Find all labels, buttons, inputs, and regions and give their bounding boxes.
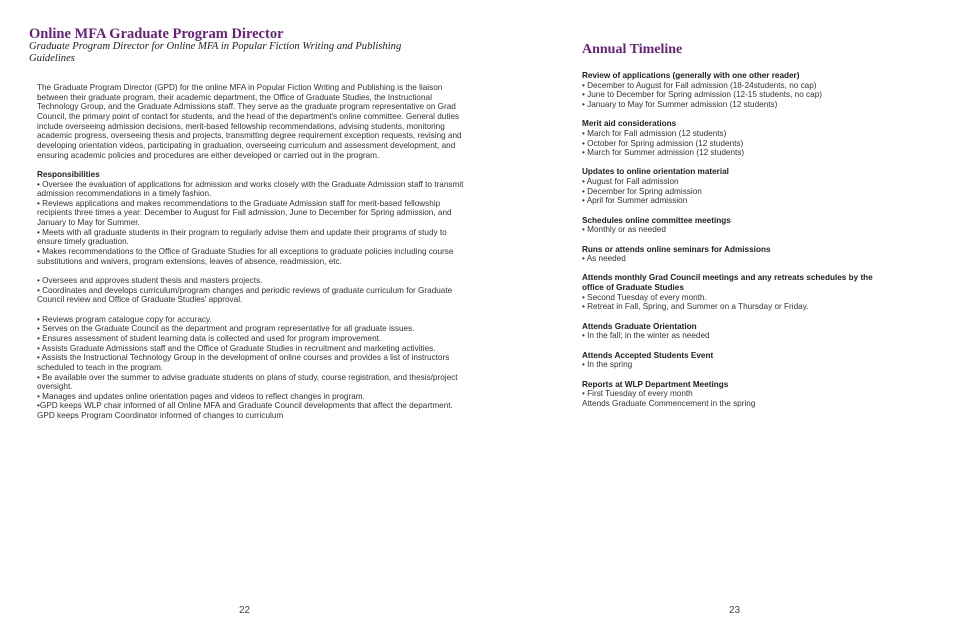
timeline-item: • August for Fall admission bbox=[582, 177, 679, 187]
timeline-heading: Attends monthly Grad Council meetings and any retreats schedules by the office of Graduate Studies bbox=[582, 273, 873, 293]
timeline-section bbox=[582, 322, 882, 341]
timeline-item: • April for Summer admission bbox=[582, 196, 688, 206]
responsibility-item: • Manages and updates online orientation pages and videos to reflect changes in program. bbox=[37, 391, 365, 401]
responsibility-item: • Reviews program catalogue copy for accuracy. bbox=[37, 314, 212, 324]
timeline-heading: Merit aid considerations bbox=[582, 119, 677, 129]
timeline-items bbox=[582, 129, 882, 158]
timeline-section bbox=[582, 216, 882, 235]
timeline-item: • December for Spring admission bbox=[582, 186, 702, 196]
timeline-item: • January to May for Summer admission (12 students) bbox=[582, 99, 778, 109]
right-page bbox=[489, 0, 979, 634]
timeline-items bbox=[582, 177, 882, 206]
left-body bbox=[37, 83, 465, 421]
intro-paragraph: The Graduate Program Director (GPD) for the online MFA in Popular Fiction Writing and Publishing is the liaison between their graduate program, their academic department, the Office of Graduate Studies, the Instructional Technology Group, and the Graduate Admissions staff. They serve as the graduate program representative on Grad Council, the primary point of contact for students, and the head of the department's online committee. General duties include overseeing admission decisions, merit-based fellowship recommendations, advising students, monitoring academic progress, overseeing thesis and projects, transmitting degree requirement exception requests, revising and developing orientation videos, participating in graduation, overseeing curriculum and assessment development, and ensuring academic policies and procedures are either developed or carried out in the program. bbox=[37, 83, 462, 160]
timeline-item: • In the spring bbox=[582, 360, 633, 370]
timeline-item: Attends Graduate Commencement in the spring bbox=[582, 398, 756, 408]
responsibility-item: • Coordinates and develops curriculum/program changes and periodic reviews of graduate curriculum for Graduate Council review and Office of Graduate Studies' approval. bbox=[37, 285, 453, 305]
timeline-items bbox=[582, 331, 882, 341]
page-subtitle: Graduate Program Director for Online MFA in Popular Fiction Writing and Publishing Guidelines bbox=[29, 41, 402, 64]
timeline-items bbox=[582, 225, 882, 235]
timeline-heading: Attends Accepted Students Event bbox=[582, 350, 714, 360]
timeline-section bbox=[582, 380, 882, 409]
timeline-section bbox=[582, 167, 882, 206]
timeline-heading: Reports at WLP Department Meetings bbox=[582, 379, 729, 389]
timeline-item: • June to December for Spring admission (12-15 students, no cap) bbox=[582, 90, 822, 100]
responsibility-item: • Meets with all graduate students in their program to regularly advise them and update their programs of study to ensure timely graduation. bbox=[37, 227, 447, 247]
timeline-section bbox=[582, 245, 882, 264]
timeline-item: • March for Fall admission (12 students) bbox=[582, 128, 727, 138]
responsibility-item: • Ensures assessment of student learning data is collected and used for program improvement. bbox=[37, 333, 382, 343]
timeline-item: • Second Tuesday of every month. bbox=[582, 292, 707, 302]
responsibility-item: GPD keeps Program Coordinator informed of changes to curriculum bbox=[37, 411, 284, 421]
timeline-item: • October for Spring admission (12 students) bbox=[582, 138, 744, 148]
responsibilities-heading: Responsibilities bbox=[37, 169, 100, 179]
timeline-section bbox=[582, 351, 882, 370]
timeline-item: • As needed bbox=[582, 254, 626, 264]
responsibility-item: • Assists Graduate Admissions staff and the Office of Graduate Studies in recruitment and marketing activities. bbox=[37, 343, 436, 353]
timeline-items bbox=[582, 360, 882, 370]
timeline-title: Annual Timeline bbox=[582, 42, 683, 57]
timeline-heading: Attends Graduate Orientation bbox=[582, 321, 697, 331]
responsibility-item: • Assists the Instructional Technology Group in the development of online courses and provides a list of instructors scheduled to teach in the program. bbox=[37, 353, 450, 372]
timeline-heading: Runs or attends online seminars for Admissions bbox=[582, 244, 771, 254]
timeline-heading: Schedules online committee meetings bbox=[582, 215, 731, 225]
responsibility-item: •GPD keeps WLP chair informed of all Online MFA and Graduate Council developments that affect the department. bbox=[37, 401, 453, 411]
responsibility-item: • Oversee the evaluation of applications for admission and works closely with the Graduate Admission staff to transmit admission recommendations in a timely fashion. bbox=[37, 179, 464, 199]
left-page bbox=[0, 0, 489, 634]
timeline-items bbox=[582, 81, 882, 110]
timeline-heading: Review of applications (generally with one other reader) bbox=[582, 71, 800, 80]
page-title: Online MFA Graduate Program Director bbox=[29, 26, 284, 42]
timeline-item: • March for Summer admission (12 students) bbox=[582, 148, 745, 158]
timeline-item: • Monthly or as needed bbox=[582, 225, 666, 235]
timeline-body bbox=[582, 71, 882, 418]
page-number: 23 bbox=[729, 605, 741, 616]
timeline-section bbox=[582, 273, 882, 312]
responsibility-item: • Be available over the summer to advise graduate students on plans of study, course registration, and thesis/project oversight. bbox=[37, 372, 458, 392]
page-number: 22 bbox=[239, 605, 251, 616]
timeline-section bbox=[582, 119, 882, 158]
responsibility-item: • Serves on the Graduate Council as the department and program representative for all graduate issues. bbox=[37, 324, 415, 334]
timeline-item: • Retreat in Fall, Spring, and Summer on a Thursday or Friday. bbox=[582, 302, 809, 312]
timeline-items bbox=[582, 389, 882, 408]
timeline-item: • First Tuesday of every month bbox=[582, 389, 693, 399]
timeline-items bbox=[582, 293, 882, 312]
timeline-heading: Updates to online orientation material bbox=[582, 167, 729, 177]
timeline-item: • In the fall; in the winter as needed bbox=[582, 331, 710, 341]
timeline-item: • December to August for Fall admission (18-24students, no cap) bbox=[582, 80, 817, 90]
timeline-items bbox=[582, 254, 882, 264]
timeline-section bbox=[582, 71, 882, 110]
responsibility-item: • Oversees and approves student thesis and masters projects. bbox=[37, 276, 263, 285]
responsibility-item: • Makes recommendations to the Office of Graduate Studies for all exceptions to graduate policies including course substitutions and waivers, program extensions, leaves of absence, readmission, etc. bbox=[37, 247, 454, 266]
responsibility-item: • Reviews applications and makes recommendations to the Graduate Admission staff for merit-based fellowship recipients three times a year: December to August for Fall admission, June to December for Spring admission, and January to May for Summer. bbox=[37, 198, 452, 228]
